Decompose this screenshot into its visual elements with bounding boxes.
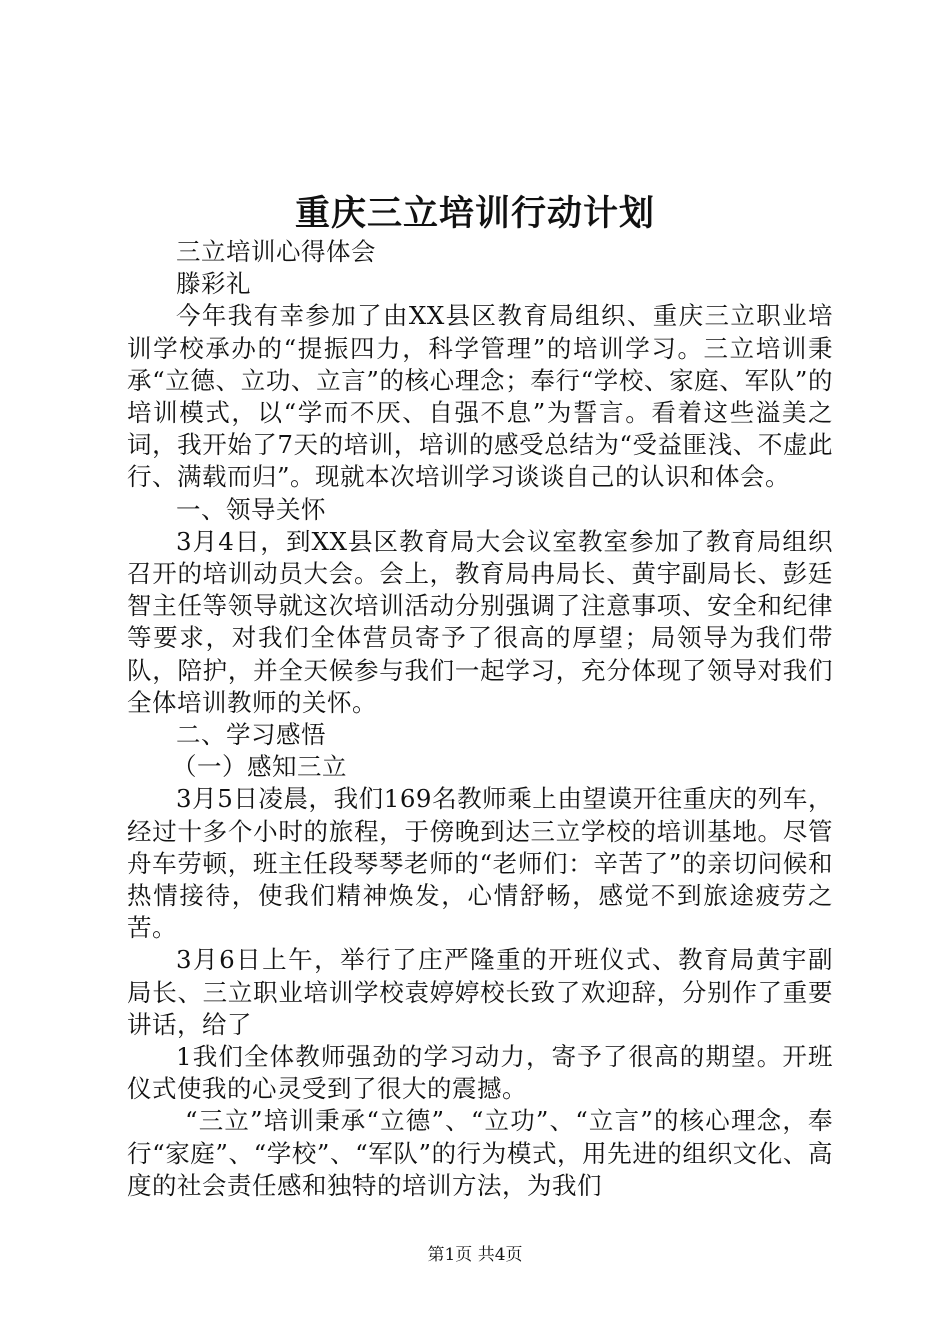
document-title: 重庆三立培训行动计划 [294,193,655,234]
document-body [127,236,833,1202]
paragraph-arrival: 3月5日凌晨，我们169名教师乘上由望谟开往重庆的列车，经过十多个小时的旅程，于傍晚到达三立学校的培训基地。尽管舟车劳顿，班主任段琴琴老师的“老师们：辛苦了”的亲切问候和热情接待，使我们精神焕发，心情舒畅，感觉不到旅途疲劳之苦。 [127,784,833,943]
paragraph-motivation: 1我们全体教师强劲的学习动力，寄予了很高的期望。开班仪式使我的心灵受到了很大的震撼。 [127,1042,833,1104]
section-heading-leadership: 一、领导关怀 [176,494,326,524]
page-footer: 第1页 共4页 [427,1245,523,1265]
paragraph-intro: 今年我有幸参加了由XX县区教育局组织、重庆三立职业培训学校承办的“提振四力，科学管理”的培训学习。三立培训秉承“立德、立功、立言”的核心理念；奉行“学校、家庭、军队”的培训模式，以“学而不厌、自强不息”为誓言。看着这些溢美之词，我开始了7天的培训，培训的感受总结为“受益匪浅、不虚此行、满载而归”。现就本次培训学习谈谈自己的认识和体会。 [127,301,833,492]
paragraph-opening-ceremony: 3月6日上午，举行了庄严隆重的开班仪式、教育局黄宇副局长、三立职业培训学校袁婷婷校长致了欢迎辞，分别作了重要讲话，给了 [127,945,833,1039]
subtitle: 三立培训心得体会 [176,237,376,266]
section-heading-learning: 二、学习感悟 [176,720,326,750]
paragraph-philosophy: “三立”培训秉承“立德”、“立功”、“立言”的核心理念，奉行“家庭”、“学校”、“军队”的行为模式，用先进的组织文化、高度的社会责任感和独特的培训方法，为我们 [127,1106,833,1200]
subsection-heading-perception: （一）感知三立 [172,752,347,782]
author: 滕彩礼 [176,269,251,299]
paragraph-leadership: 3月4日，到XX县区教育局大会议室教室参加了教育局组织召开的培训动员大会。会上，教育局冉局长、黄宇副局长、彭廷智主任等领导就这次培训活动分别强调了注意事项、安全和纪律等要求，对我们全体营员寄予了很高的厚望；局领导为我们带队，陪护，并全天候参与我们一起学习，充分体现了领导对我们全体培训教师的关怀。 [127,526,833,717]
